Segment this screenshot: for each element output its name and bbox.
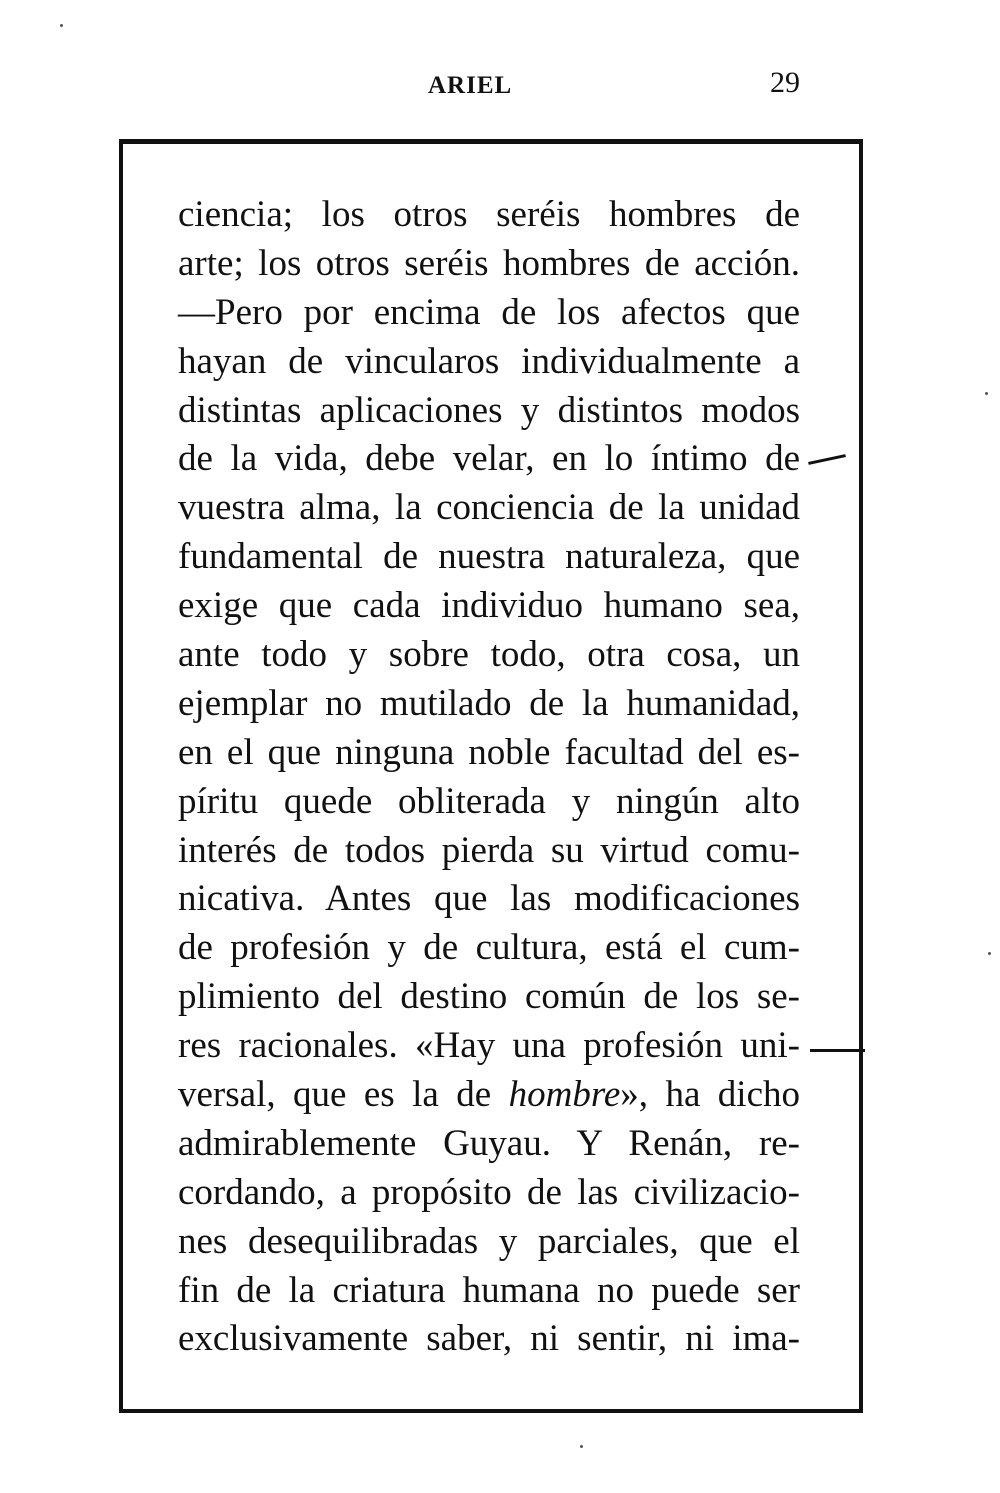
print-speck xyxy=(985,392,988,395)
text-line: cordando, a propósito de las civilizacio- xyxy=(178,1171,800,1213)
print-speck xyxy=(988,952,991,955)
text-line: píritu quede obliterada y ningún alto xyxy=(178,780,800,822)
text-line: exige que cada individuo humano sea, xyxy=(178,585,800,627)
text-line: hayan de vincularos individualmente a xyxy=(178,340,800,382)
text-line: ante todo y sobre todo, otra cosa, un xyxy=(178,634,800,676)
text-line: fin de la criatura humana no puede ser xyxy=(178,1269,800,1311)
page-number: 29 xyxy=(770,66,800,99)
text-line: arte; los otros seréis hombres de acción. xyxy=(178,242,800,284)
text-line: exclusivamente saber, ni sentir, ni ima- xyxy=(178,1318,800,1360)
print-speck xyxy=(580,1445,583,1448)
text-line: —Pero por encima de los afectos que xyxy=(178,291,800,333)
print-speck xyxy=(60,24,63,27)
running-head xyxy=(0,62,1000,102)
text-line: en el que ninguna noble facultad del es- xyxy=(178,731,800,773)
text-segment: versal, que es la de xyxy=(178,1074,509,1116)
text-line: interés de todos pierda su virtud comu- xyxy=(178,829,800,871)
text-line: distintas aplicaciones y distintos modos xyxy=(178,389,800,431)
text-segment: », ha dicho xyxy=(620,1074,801,1116)
text-line: nicativa. Antes que las modificaciones xyxy=(178,878,800,920)
running-title: ARIEL xyxy=(428,72,513,99)
text-line: plimiento del destino común de los se- xyxy=(178,976,800,1018)
text-line: ejemplar no mutilado de la humanidad, xyxy=(178,682,800,724)
text-line: de la vida, debe velar, en lo íntimo de xyxy=(178,438,800,480)
italic-word: hombre xyxy=(508,1074,621,1116)
text-line: ciencia; los otros seréis hombres de xyxy=(178,194,800,235)
text-line: vuestra alma, la conciencia de la unidad xyxy=(178,487,800,529)
text-line-with-italic xyxy=(178,1071,800,1120)
text-line: admirablemente Guyau. Y Renán, re- xyxy=(178,1122,800,1164)
text-line: fundamental de nuestra naturaleza, que xyxy=(178,536,800,578)
body-text xyxy=(178,191,800,1364)
text-line: de profesión y de cultura, está el cum- xyxy=(178,927,800,969)
text-line: res racionales. «Hay una profesión uni- xyxy=(178,1025,800,1067)
margin-mark xyxy=(810,1049,865,1052)
text-line: nes desequilibradas y parciales, que el xyxy=(178,1220,800,1262)
